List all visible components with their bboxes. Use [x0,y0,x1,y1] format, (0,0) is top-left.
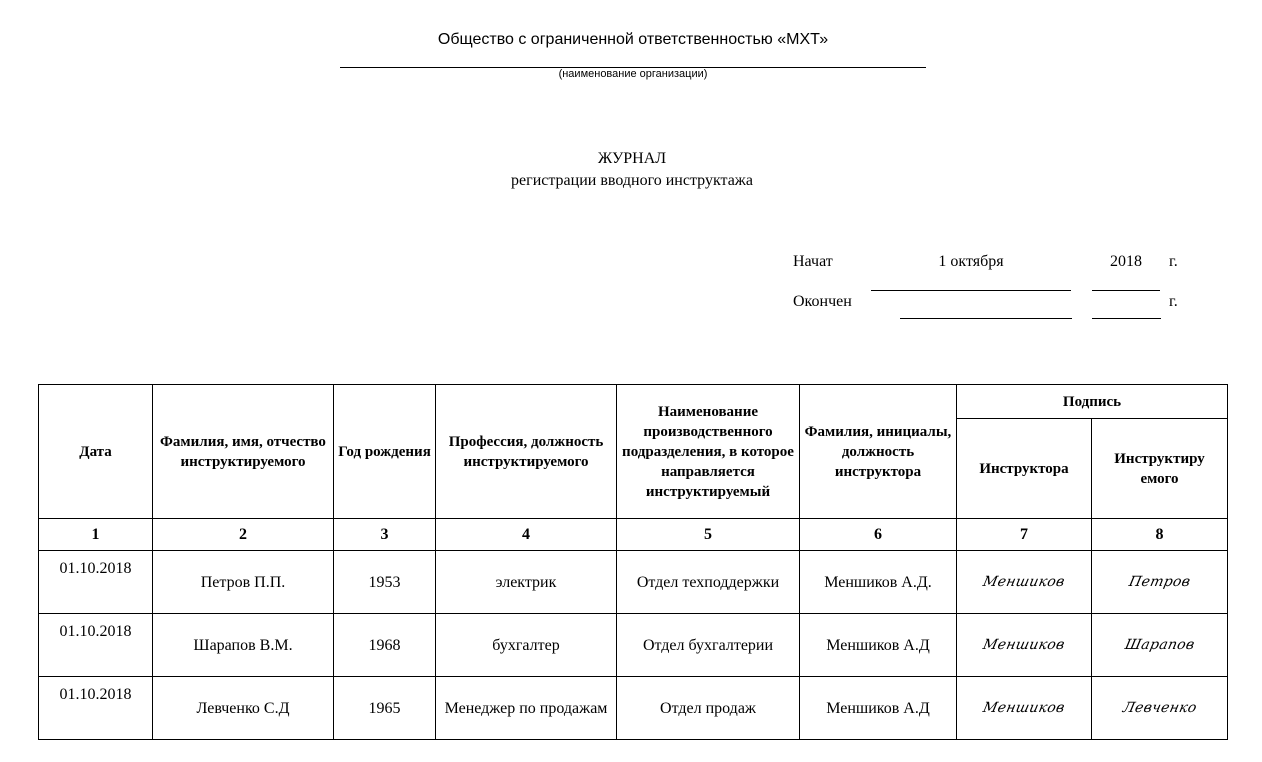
column-number: 4 [436,519,617,551]
cell-profession: Менеджер по продажам [436,677,617,740]
instructed-signature: Левченко [1121,700,1199,716]
cell-department: Отдел техподдержки [617,551,800,614]
cell-sig-instructed [1092,614,1228,677]
cell-profession: бухгалтер [436,614,617,677]
started-year-suffix: г. [1169,253,1178,270]
cell-department: Отдел бухгалтерии [617,614,800,677]
table-row [39,614,1228,677]
header-signature: Подпись [957,385,1228,419]
cell-sig-instructed [1092,551,1228,614]
cell-department: Отдел продаж [617,677,800,740]
ended-year-line [1092,318,1161,319]
cell-date: 01.10.2018 [39,677,153,740]
column-number: 3 [334,519,436,551]
cell-birth-year: 1965 [334,677,436,740]
instructor-signature: Меншиков [981,700,1067,716]
cell-instructor: Меншиков А.Д [800,614,957,677]
instruction-journal-table [38,384,1228,740]
header-fio: Фамилия, имя, отчество инструктируемого [153,385,334,519]
cell-instructor: Меншиков А.Д [800,677,957,740]
journal-title [400,148,864,192]
header-department: Наименование производственного подразделения, в которое направляется инструктируемый [617,385,800,519]
column-number: 1 [39,519,153,551]
started-year-line [1092,290,1160,291]
cell-profession: электрик [436,551,617,614]
column-number: 7 [957,519,1092,551]
header-profession: Профессия, должность инструктируемого [436,385,617,519]
ended-year-suffix: г. [1169,293,1178,310]
ended-label: Окончен [793,293,852,310]
instructed-signature: Шарапов [1123,637,1196,653]
instructed-signature: Петров [1127,574,1192,590]
header-date: Дата [39,385,153,519]
cell-date: 01.10.2018 [39,551,153,614]
journal-title-subtitle: регистрации вводного инструктажа [511,172,753,189]
header-instructor: Фамилия, инициалы, должность инструктора [800,385,957,519]
cell-sig-instructor [957,614,1092,677]
cell-birth-year: 1968 [334,614,436,677]
started-label: Начат [793,253,833,270]
table-row [39,677,1228,740]
table-row [39,551,1228,614]
journal-title-main: ЖУРНАЛ [597,150,667,167]
organization-name: Общество с ограниченной ответственностью «МХТ» [437,31,829,48]
column-number: 6 [800,519,957,551]
column-number: 2 [153,519,334,551]
header-sig-instructed: Инструктиру емого [1092,419,1228,519]
cell-date: 01.10.2018 [39,614,153,677]
column-number: 8 [1092,519,1228,551]
column-number: 5 [617,519,800,551]
organization-caption: (наименование организации) [558,68,708,80]
column-number-row [39,519,1228,551]
header-birth-year: Год рождения [334,385,436,519]
cell-sig-instructor [957,551,1092,614]
cell-fio: Шарапов В.М. [153,614,334,677]
header-sig-instructor: Инструктора [957,419,1092,519]
started-date: 1 октября [938,253,1004,270]
started-date-line [871,290,1071,291]
cell-fio: Петров П.П. [153,551,334,614]
started-year: 2018 [1110,253,1142,270]
cell-birth-year: 1953 [334,551,436,614]
cell-fio: Левченко С.Д [153,677,334,740]
instructor-signature: Меншиков [981,574,1067,590]
ended-date-line [900,318,1072,319]
cell-sig-instructor [957,677,1092,740]
cell-instructor: Меншиков А.Д. [800,551,957,614]
cell-sig-instructed [1092,677,1228,740]
instructor-signature: Меншиков [981,637,1067,653]
